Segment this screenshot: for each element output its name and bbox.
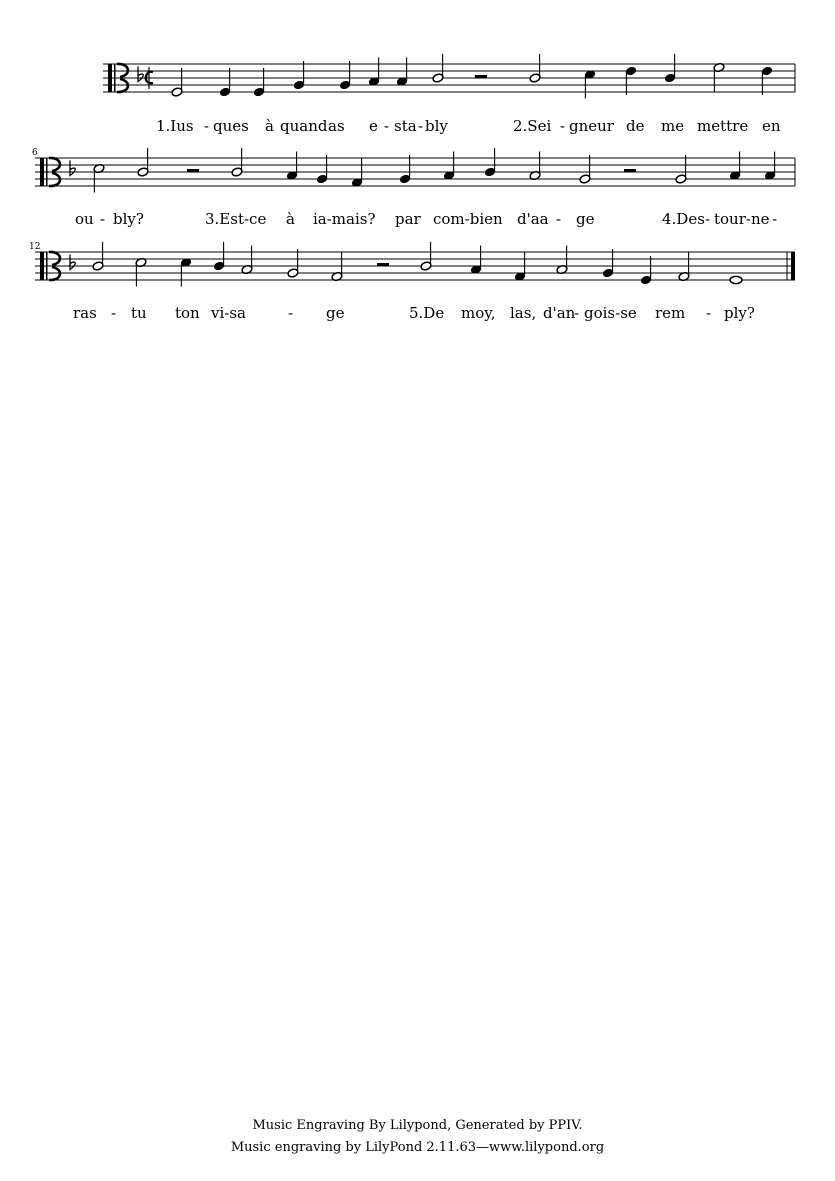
- lyric: -: [288, 304, 294, 322]
- alto-clef: [108, 64, 112, 92]
- lyric: -: [418, 117, 424, 135]
- lyric: -: [111, 304, 117, 322]
- lyric: e: [369, 117, 378, 135]
- lyric: -: [705, 210, 711, 228]
- alto-clef: [40, 158, 44, 186]
- lyric: ge: [576, 210, 595, 228]
- alto-clef: [40, 252, 44, 280]
- staff-system-1: [103, 54, 795, 99]
- lyric: -: [204, 117, 210, 135]
- lyric: gois-se: [584, 304, 637, 322]
- lyric: ia-mais?: [313, 210, 376, 228]
- lyric: rem: [655, 304, 686, 322]
- lyric: quand: [280, 117, 328, 135]
- lyric: par: [395, 210, 421, 228]
- lyric: sta: [394, 117, 417, 135]
- final-barline: [791, 252, 795, 280]
- lyric: ques: [213, 117, 249, 135]
- half-rest: [475, 75, 487, 78]
- lyric: d'an: [543, 304, 576, 322]
- alto-clef: [46, 158, 48, 186]
- lyric: ply?: [724, 304, 755, 322]
- staff-system-3: [35, 242, 795, 287]
- lyric: tour-ne: [714, 210, 770, 228]
- alto-clef: [46, 252, 48, 280]
- lyric: à: [286, 210, 295, 228]
- lyric: moy,: [461, 304, 496, 322]
- lyrics-system-2: [75, 210, 777, 228]
- lyric: -: [100, 210, 106, 228]
- flat-sign: [70, 161, 75, 176]
- lyrics-system-1: [156, 117, 781, 135]
- lyric: bly?: [113, 210, 144, 228]
- lyric: vi-sa: [211, 304, 246, 322]
- flat-sign: [70, 255, 75, 270]
- lyric: en: [762, 117, 781, 135]
- lyric: -: [384, 117, 390, 135]
- lyric: 2.Sei: [513, 117, 552, 135]
- alto-clef: [114, 64, 116, 92]
- lyrics-system-3: [73, 304, 755, 322]
- measure-number: 6: [32, 148, 38, 158]
- lyric: -: [772, 210, 778, 228]
- lyric: bly: [425, 117, 448, 135]
- lyric: 4.Des: [662, 210, 705, 228]
- footer-engraving-credit: Music Engraving By Lilypond, Generated by PPIV.: [252, 1118, 583, 1133]
- lyric: ou: [75, 210, 94, 228]
- lyric: me: [661, 117, 685, 135]
- lyric: -: [560, 117, 566, 135]
- lyric: tu: [131, 304, 147, 322]
- half-rest: [187, 169, 199, 172]
- lyric: gneur: [569, 117, 614, 135]
- measure-number: 12: [29, 242, 41, 252]
- lyric: de: [626, 117, 645, 135]
- lyric: com-bien: [433, 210, 503, 228]
- half-rest: [624, 169, 636, 172]
- staff-system-2: [35, 148, 795, 193]
- flat-sign: [138, 67, 143, 82]
- lyric: las,: [510, 304, 537, 322]
- lyric: 3.Est-ce: [205, 210, 267, 228]
- lyric: 1.Ius: [156, 117, 194, 135]
- lyric: mettre: [697, 117, 749, 135]
- lyric: ton: [175, 304, 200, 322]
- lyric: à: [265, 117, 274, 135]
- lyric: ras: [73, 304, 97, 322]
- lyric: d'aa: [517, 210, 549, 228]
- footer-lilypond-credit: Music engraving by LilyPond 2.11.63—www.lilypond.org: [230, 1140, 605, 1155]
- lyric: ge: [326, 304, 345, 322]
- note-head: [730, 276, 742, 283]
- lyric: -: [706, 304, 712, 322]
- lyric: -: [574, 304, 580, 322]
- half-rest: [377, 263, 389, 266]
- lyric: -: [556, 210, 562, 228]
- lyric: as: [328, 117, 345, 135]
- lyric: 5.De: [409, 304, 445, 322]
